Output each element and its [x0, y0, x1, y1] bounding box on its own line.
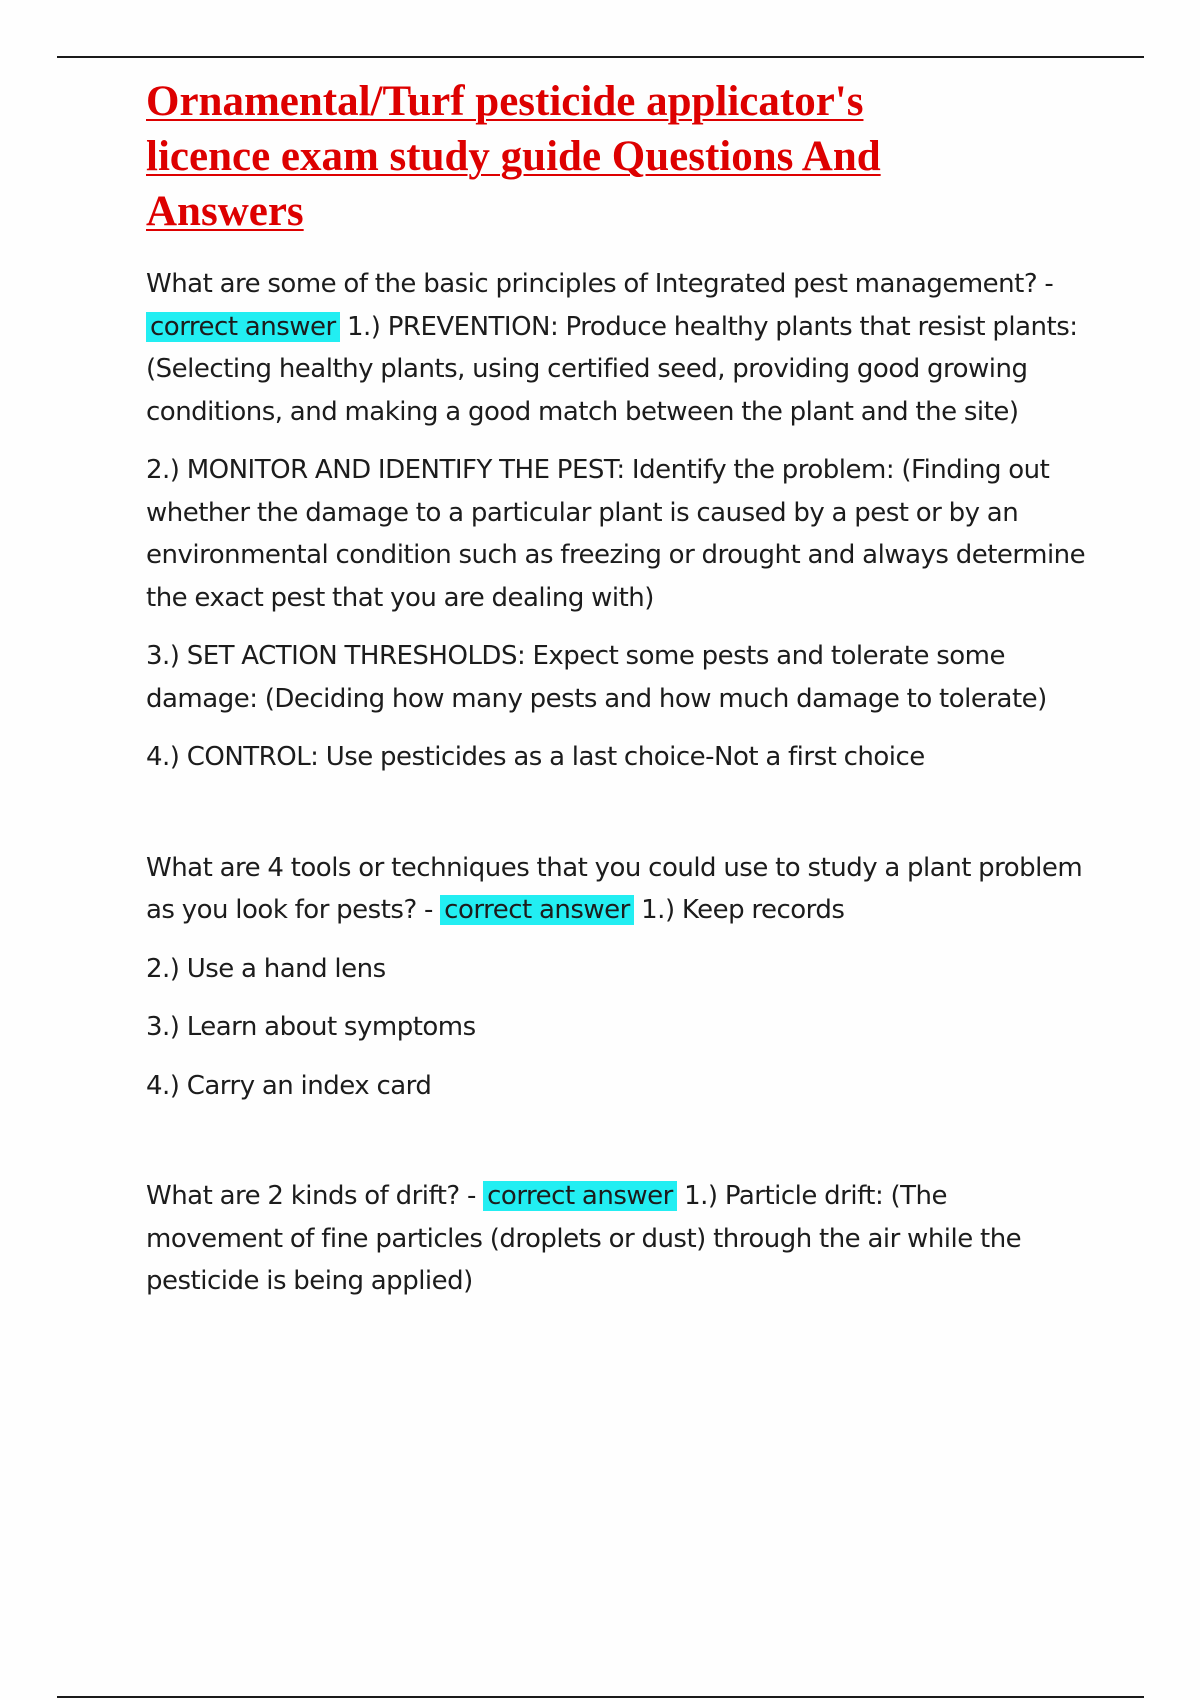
correct-answer-tag: correct answer — [440, 895, 634, 925]
answer-item: 3.) SET ACTION THRESHOLDS: Expect some pests and tolerate some damage: (Deciding how many pests and how much damage to tolerate) — [146, 641, 1047, 714]
document-body — [146, 74, 1090, 1319]
question-text: What are some of the basic principles of Integrated pest management? - — [146, 269, 1054, 299]
correct-answer-tag: correct answer — [483, 1181, 677, 1211]
answer-item: 3.) Learn about symptoms — [146, 1012, 476, 1042]
answer-text: 1.) Particle drift: (The movement of fine particles (droplets or dust) through the air while the pesticide is being applied) — [146, 1181, 1022, 1296]
question-text: What are 4 tools or techniques that you could use to study a plant problem as you look for pests? - — [146, 852, 1083, 925]
correct-answer-tag: correct answer — [146, 312, 340, 342]
title-line-1: Ornamental/Turf pesticide applicator's — [146, 78, 864, 125]
title-line-2: licence exam study guide Questions And — [146, 133, 881, 180]
qa-1-question-answer — [146, 263, 1090, 433]
section-spacer — [146, 1123, 1090, 1175]
document-title — [146, 74, 1090, 239]
section-spacer — [146, 795, 1090, 847]
top-rule — [57, 56, 1144, 58]
qa-block-3 — [146, 1175, 1090, 1303]
answer-text: 1.) PREVENTION: Produce healthy plants that resist plants: (Selecting healthy plants, using certified seed, providing good growing conditions, and making a good match between the plant and the site) — [146, 311, 1078, 427]
qa-block-2 — [146, 847, 1090, 1108]
question-text: What are 2 kinds of drift? - — [146, 1181, 484, 1211]
answer-item: 4.) CONTROL: Use pesticides as a last choice-Not a first choice — [146, 742, 925, 772]
title-line-3: Answers — [146, 188, 304, 235]
qa-2-question-answer — [146, 847, 1090, 932]
answer-item: 2.) Use a hand lens — [146, 953, 386, 984]
answer-item: 2.) MONITOR AND IDENTIFY THE PEST: Identify the problem: (Finding out whether the damage to a particular plant is caused by a pest or by an environmental condition such as freezing or drought and always determine the exact pest that you are dealing with) — [146, 455, 1086, 613]
answer-text: 1.) Keep records — [633, 895, 845, 925]
bottom-rule — [57, 1696, 1144, 1698]
answer-item: 4.) Carry an index card — [146, 1070, 432, 1101]
qa-3-question-answer — [146, 1175, 1090, 1303]
qa-block-1 — [146, 263, 1090, 779]
